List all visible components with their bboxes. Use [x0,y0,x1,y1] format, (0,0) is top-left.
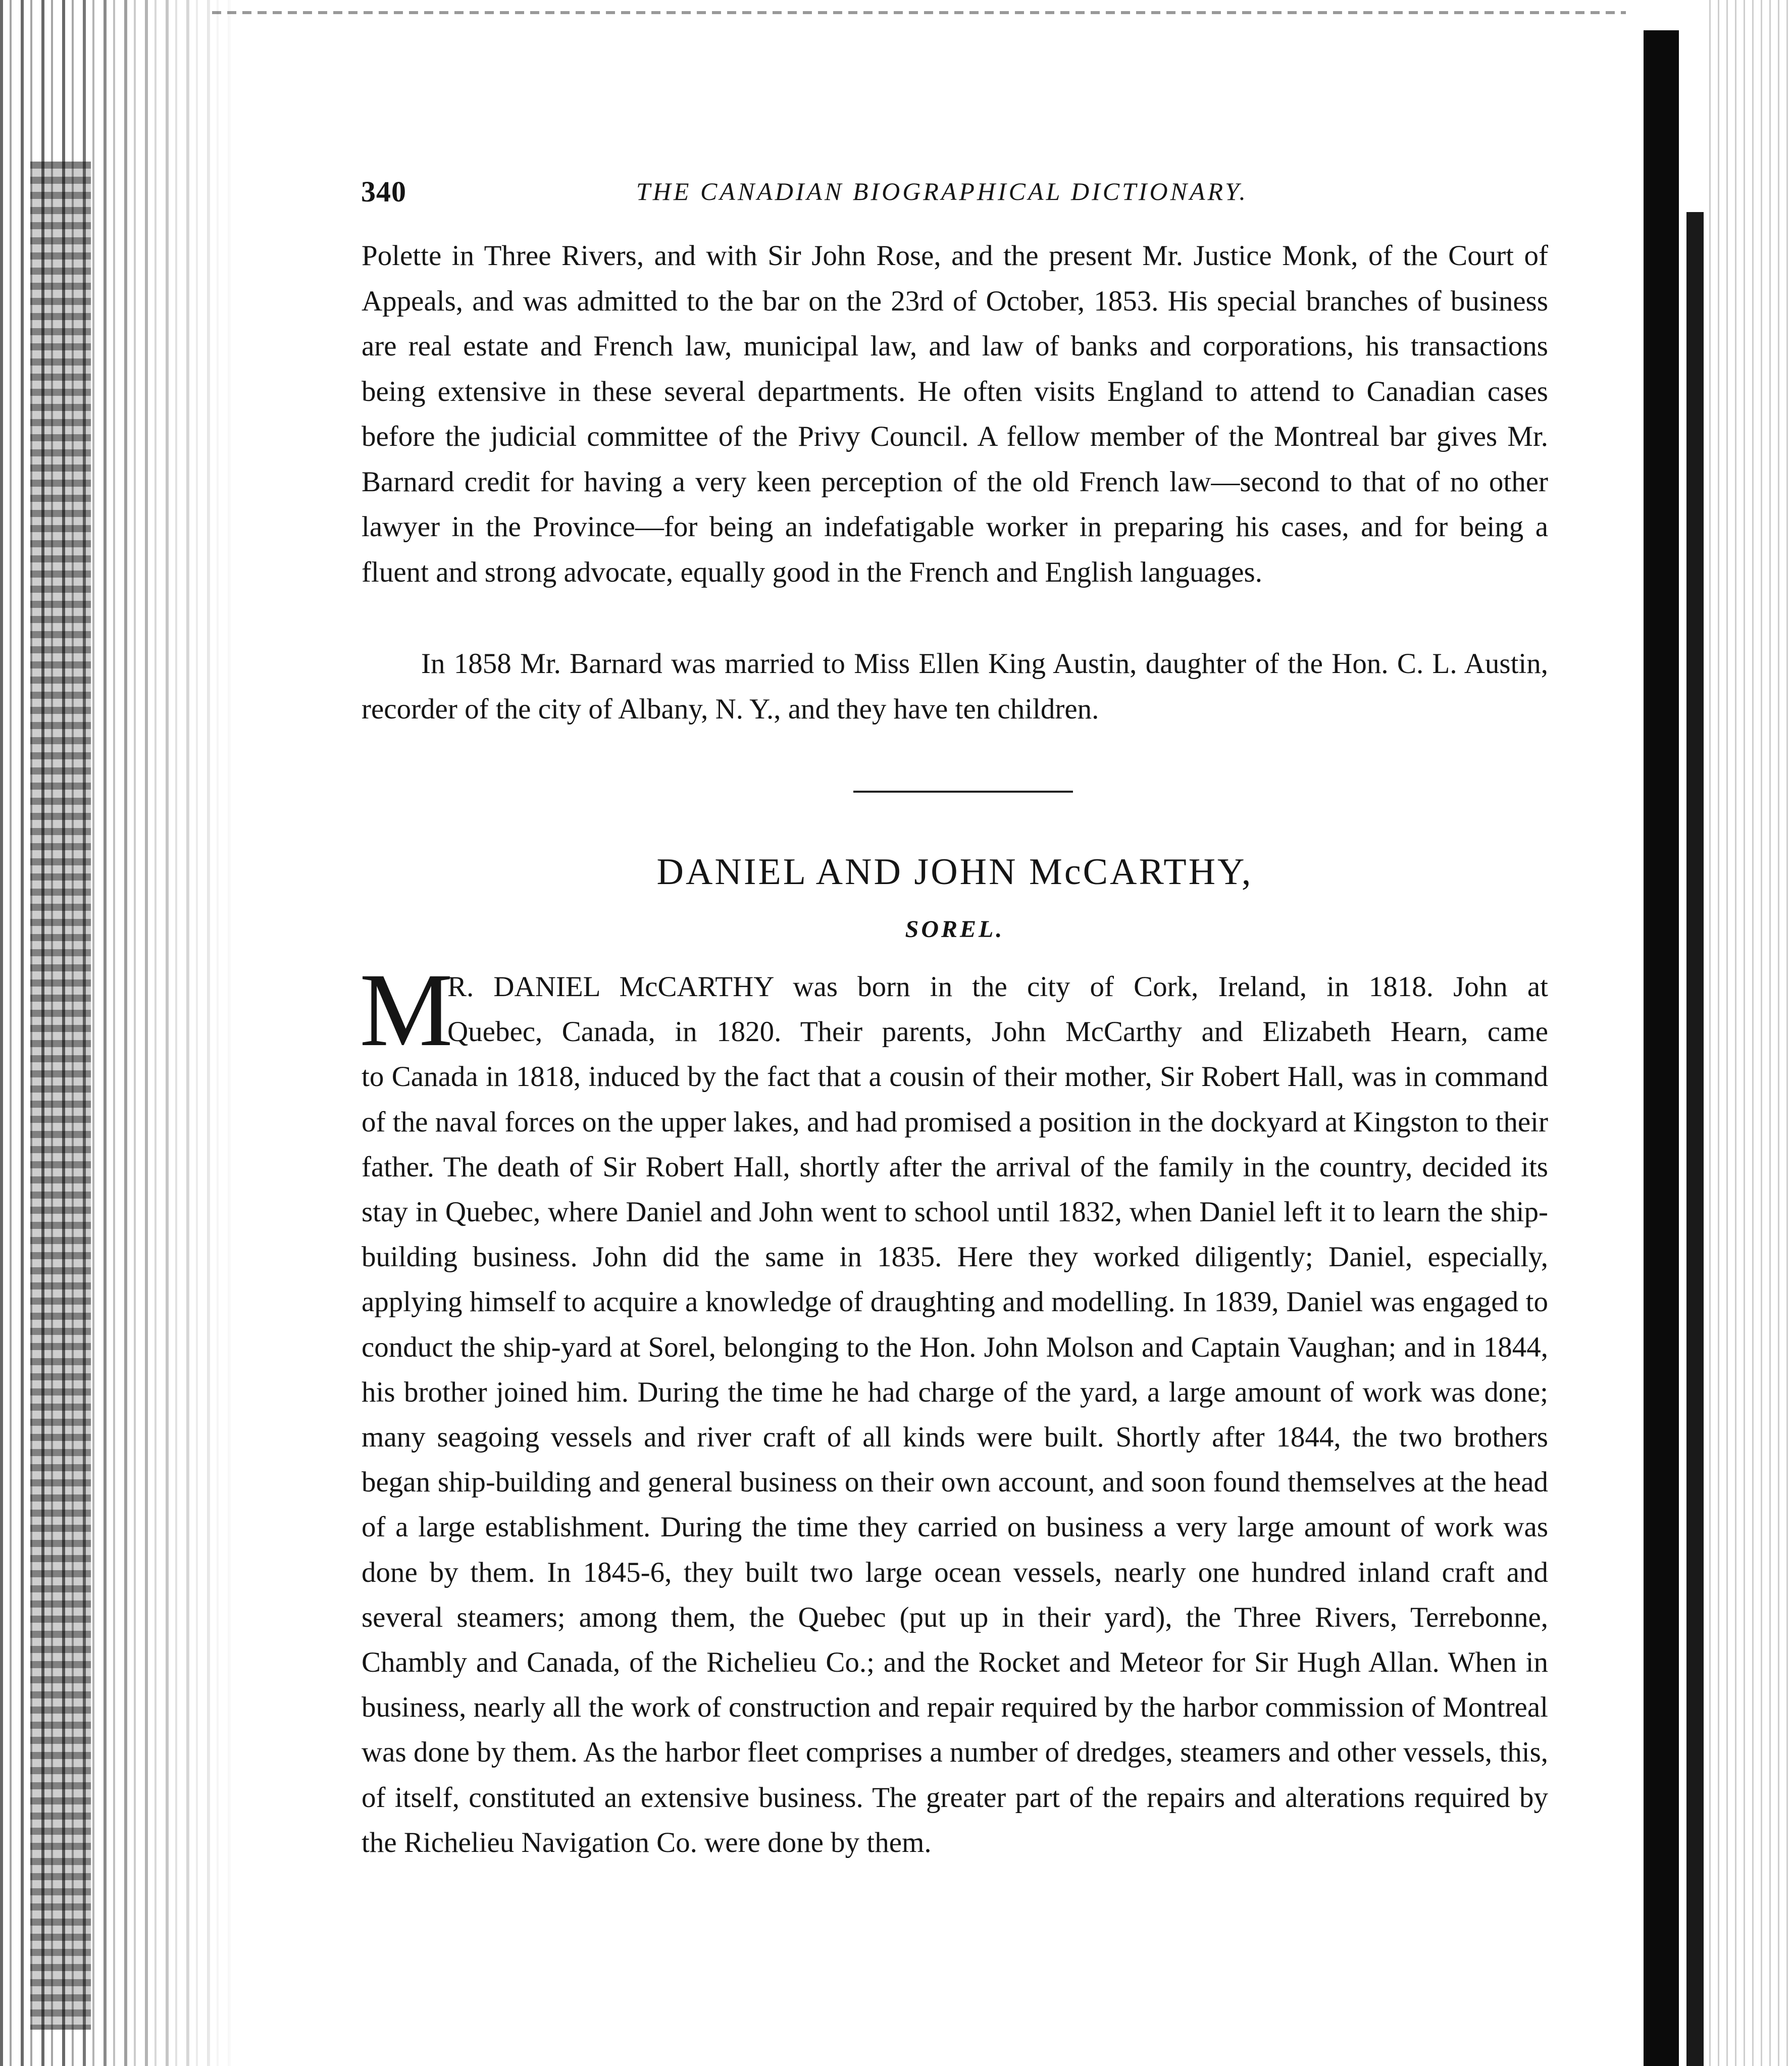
entry-location: SOREL. [905,916,1005,943]
continued-paragraph-2: In 1858 Mr. Barnard was married to Miss Ellen King Austin, daughter of the Hon. C. L. Austin, recorder of the city of Albany, N. Y., and they have ten children. [362,648,1548,725]
page-number: 340 [361,175,406,208]
entry-title: DANIEL AND JOHN McCARTHY, [656,851,1253,893]
entry-body [362,964,1548,1865]
continued-paragraph-1: Polette in Three Rivers, and with Sir John Rose, and the present Mr. Justice Monk, of the Court of Appeals, and was admitted to the bar on the 23rd of October, 1853. His special branches of business are real estate and French law, municipal law, and law of banks and corporations, his transactions being extensive in these several departments. He often visits England to attend to Canadian cases before the judicial committee of the Privy Council. A fellow member of the Montreal bar gives Mr. Barnard credit for having a very keen perception of the old French law—second to that of no other lawyer in the Province—for being an indefatigable worker in preparing his cases, and for being a fluent and strong advocate, equally good in the French and English languages. [362,240,1548,588]
drop-cap: M [360,952,453,1068]
scan-binding-shadow [30,162,91,2030]
scan-edge-right [1644,30,1679,2066]
scan-edge-top [212,11,1626,14]
section-divider [853,791,1073,793]
entry-body-text: to Canada in 1818, induced by the fact that a cousin of their mother, Sir Robert Hall, was in command of the naval forces on the upper lakes, and had promised a position in the dockyard at Kingston to their father. The death of Sir Robert Hall, shortly after the arrival of the family in the country, decided its stay in Quebec, where Daniel and John went to school until 1832, when Daniel left it to learn the ship-building business. John did the same in 1835. Here they worked diligently; Daniel, especially, applying himself to acquire a knowledge of draughting and modelling. In 1839, Daniel was engaged to conduct the ship-yard at Sorel, belonging to the Hon. John Molson and Captain Vaughan; and in 1844, his brother joined him. During the time he had charge of the yard, a large amount of work was done; many seagoing vessels and river craft of all kinds were built. Shortly after 1844, the two brothers began ship-building and general business on their own account, and soon found themselves at the head of a large establishment. During the time they carried on business a very large amount of work was done by them. In 1845-6, they built two large ocean vessels, nearly one hundred inland craft and several steamers; among them, the Quebec (put up in their yard), the Three Rivers, Terrebonne, Chambly and Canada, of the Richelieu Co.; and the Rocket and Meteor for Sir Hugh Allan. When in business, nearly all the work of construction and repair required by the harbor commission of Montreal was done by them. As the harbor fleet comprises a number of dredges, steamers and other vessels, this, of itself, constituted an extensive business. The greater part of the repairs and alterations required by the Richelieu Navigation Co. were done by them. [362,1061,1548,1858]
scan-edge-right-stripes [1709,0,1792,2066]
running-head [361,175,1320,215]
entry-line-2: Quebec, Canada, in 1820. Their parents, John McCarthy and Elizabeth Hearn, came [447,1016,1548,1048]
scan-edge-right-inner [1686,212,1704,2066]
running-title: THE CANADIAN BIOGRAPHICAL DICTIONARY. [636,177,1248,205]
entry-line-1: R. DANIEL McCARTHY was born in the city of Cork, Ireland, in 1818. John at [447,971,1548,1003]
